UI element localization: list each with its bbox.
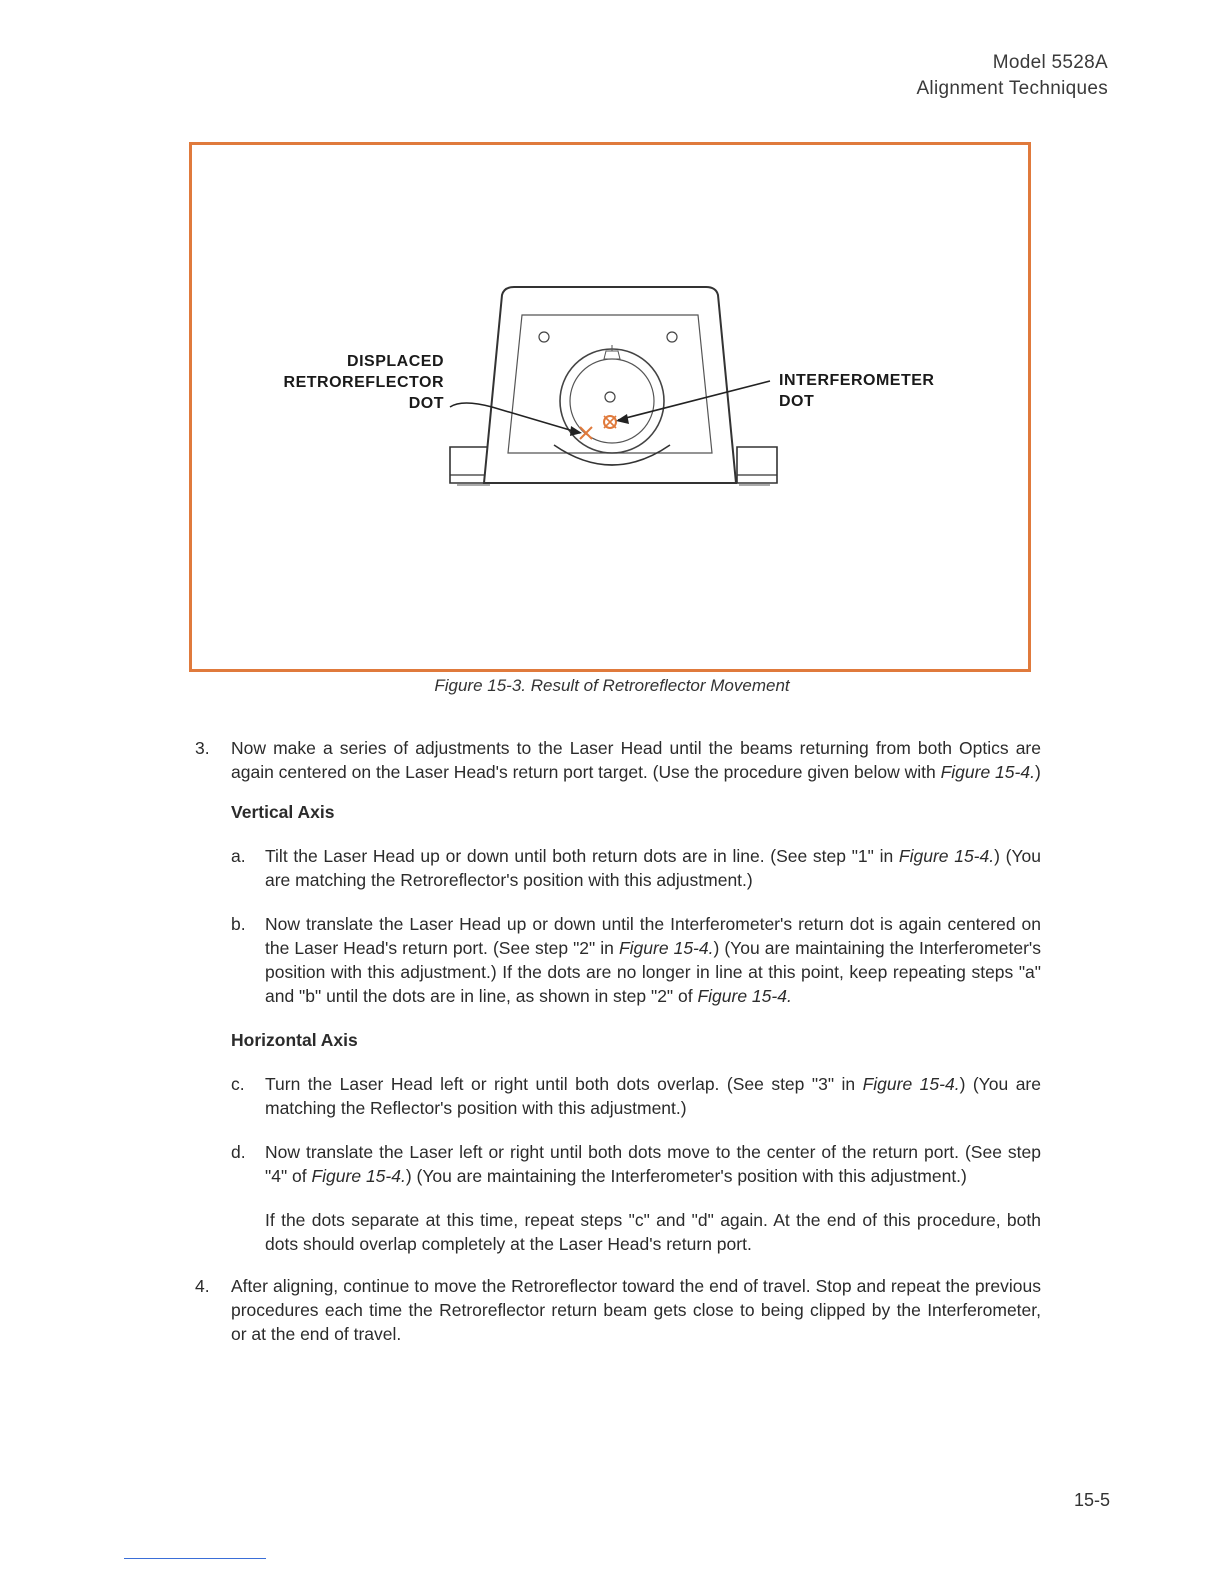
substep-letter: c.	[231, 1074, 245, 1094]
step-number: 3.	[195, 738, 210, 758]
repeat-note: If the dots separate at this time, repeat steps "c" and "d" again. At the end of this procedure, both dots should overlap completely at the Laser Head's return port.	[265, 1210, 1041, 1254]
horizontal-axis-heading: Horizontal Axis	[231, 1030, 358, 1050]
page-number: 15-5	[1073, 1490, 1110, 1510]
substep-text: Now translate the Laser left or right until both dots move to the center of the return port. (See step "4" of Figure 15-4.) (You are maintaining the Interferometer's position with this adjustment.)	[265, 1142, 1041, 1186]
step-4	[195, 1274, 1041, 1346]
substep-letter: b.	[231, 914, 246, 934]
figure-caption: Figure 15-3. Result of Retroreflector Movement	[434, 676, 790, 695]
callout-left-line1: DISPLACED	[347, 353, 444, 370]
substep-c	[231, 1072, 1041, 1120]
step-number: 4.	[195, 1276, 210, 1296]
footer-rule	[124, 1558, 266, 1559]
callout-left-line2: RETROREFLECTOR	[283, 374, 444, 391]
step-text: Now make a series of adjustments to the Laser Head until the beams returning from both Optics are again centered on the Laser Head's return port target. (Use the procedure given below with Figure 15-4.)	[231, 738, 1041, 782]
callout-left-line3: DOT	[408, 395, 444, 412]
substep-a	[231, 844, 1041, 892]
callout-interferometer-dot	[779, 370, 934, 412]
figure-frame	[189, 142, 1031, 672]
header-section: Alignment Techniques	[916, 78, 1108, 99]
header-model: Model 5528A	[992, 52, 1108, 73]
step-3	[195, 736, 1041, 784]
page-header	[916, 50, 1108, 102]
callout-right-line2: DOT	[779, 393, 815, 410]
substep-text: Tilt the Laser Head up or down until both return dots are in line. (See step "1" in Figure 15-4.) (You are matching the Retroreflector's position with this adjustment.)	[265, 846, 1041, 890]
callout-right-line1: INTERFEROMETER	[779, 372, 935, 389]
substep-d	[231, 1140, 1041, 1188]
substep-text: Turn the Laser Head left or right until both dots overlap. (See step "3" in Figure 15-4.) (You are matching the Reflector's position with this adjustment.)	[265, 1074, 1041, 1118]
substep-letter: d.	[231, 1142, 246, 1162]
base-right-foot	[737, 447, 777, 483]
step-text: After aligning, continue to move the Retroreflector toward the end of travel. Stop and repeat the previous procedures each time the Retroreflector return beam gets close to being clipped by the Interferometer, or at the end of travel.	[231, 1276, 1041, 1344]
substep-text: Now translate the Laser Head up or down until the Interferometer's return dot is again centered on the Laser Head's return port. (See step "2" in Figure 15-4.) (You are maintaining the Interferometer's position with this adjustment.) If the dots are no longer in line at this point, keep repeating steps "a" and "b" until the dots are in line, as shown in step "2" of Figure 15-4.	[265, 914, 1041, 1006]
procedure-body	[195, 736, 1041, 1362]
vertical-axis-heading: Vertical Axis	[231, 802, 335, 822]
substep-letter: a.	[231, 846, 246, 866]
substep-b	[231, 912, 1041, 1008]
callout-displaced-retroreflector-dot	[272, 351, 444, 414]
